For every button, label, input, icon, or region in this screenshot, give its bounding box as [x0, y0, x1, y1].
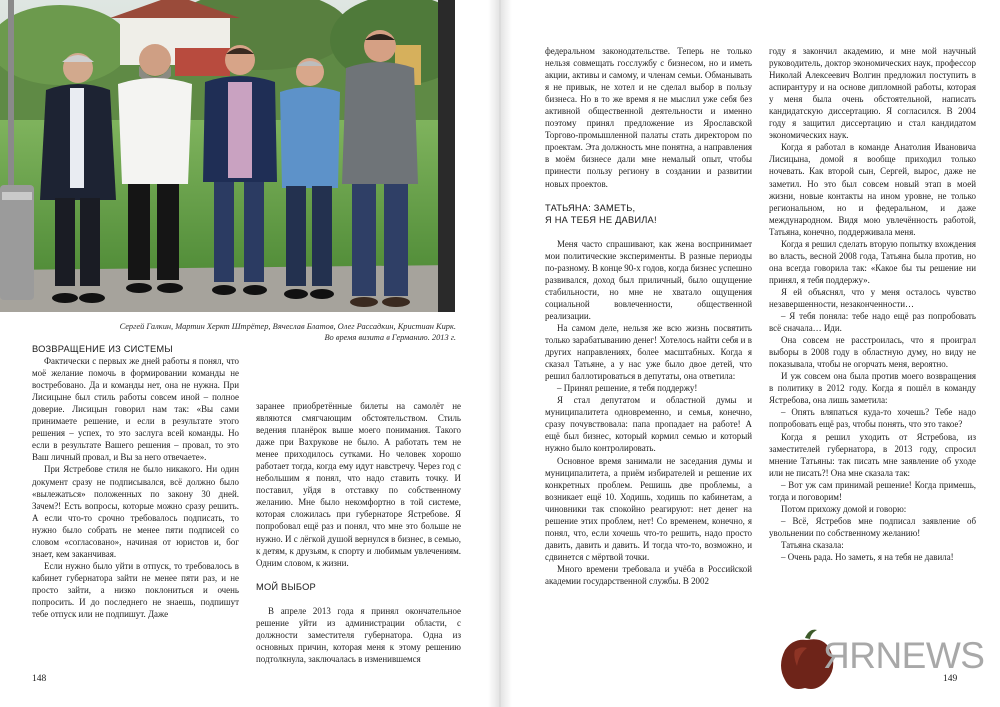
group-photo — [0, 0, 455, 312]
paragraph: Татьяна сказала: — [781, 539, 844, 550]
paragraph: На самом деле, нельзя же всю жизнь посвятить только зарабатыванию денег! Хотелось найти себя и в других направлениях, более масштабных. Когда я сказал Татьяне, а у нас уже было двое детей, что решил баллотироваться в депутаты, она ответила: — [545, 322, 752, 382]
paragraph: Потом прихожу домой и говорю: — [781, 503, 907, 514]
photo-caption — [60, 321, 456, 343]
paragraph: Когда я решил сделать вторую попытку вхождения во власть, весной 2008 года, Татьяна была против, но она всегда говорила так: «Какое бы ты решение ни принял, я тебя поддержу». — [769, 238, 976, 285]
paragraph: – Очень рада. Но заметь, я на тебя не давила! — [781, 551, 954, 562]
paragraph: – Принял решение, я тебя поддержу! — [557, 383, 698, 394]
page-number-right: 149 — [943, 674, 958, 684]
paragraph: Меня часто спрашивают, как жена воспринимает мои политические эксперименты. В разные периоды по-разному. В конце 90-х годов, когда бизнес успешно развивался, доход был приличный, было ощущение стабильности, но мне не хватало ощущения социальной вовлеченности, общественной реализации. — [545, 238, 752, 321]
section-heading: ТАТЬЯНА: ЗАМЕТЬ, — [545, 202, 636, 213]
paragraph: Она совсем не расстроилась, что я проиграл выборы в 2008 году в областную думу, но виду не показывала, чтобы не огорчать меня, вероятно. — [769, 335, 976, 370]
paragraph: Много времени требовала и учёба в Российской академии государственной службы. В 2002 — [545, 563, 752, 586]
caption-line-1: Сергей Галкин, Мартин Херкт Штрётер, Вячеслав Блатов, Олег Рассадкин, Кристиан Кирк. — [119, 322, 456, 331]
paragraph: Я ей объяснял, что у меня осталось чувство незавершенности, незаконченности… — [769, 286, 976, 309]
paragraph: заранее приобретённые билеты на самолёт не являются смягчающим обстоятельством. Стиль ведения планёрок выше моего понимания. Такого даже при Вахрукове не было. А работать тем не менее приходилось сутками. Но человек хорошо работает тогда, когда ему идут навстречу. Через год с небольшим я понял, что надо ставить точку. И поставил, уйдя в отставку по собственному желанию. Мне было некомфортно в той системе, которая сложилась при губернаторе Ястребове. Я попробовал ещё раз и понял, что мне это больше не нужно. И с лёгкой душой вернулся в бизнес, в семью, к детям, к друзьям, к спорту и любимым увлечениям. Одним словом, к жизни. — [256, 401, 461, 568]
yarnews-logo — [775, 628, 995, 690]
page-number-left: 148 — [32, 674, 47, 684]
paragraph-gap — [256, 593, 461, 605]
section-heading: МОЙ ВЫБОР — [256, 581, 316, 592]
paragraph: – Вот уж сам принимай решение! Когда примешь, тогда и поговорим! — [769, 479, 976, 502]
logo-wordmark: ЯRNEWS — [823, 635, 985, 676]
right-page — [505, 0, 1000, 707]
paragraph: И уж совсем она была против моего возвращения в политику в 2012 году. Когда я пошёл в команду Ястребова, она лишь заметила: — [769, 371, 976, 406]
section-heading: Я НА ТЕБЯ НЕ ДАВИЛА! — [545, 214, 657, 225]
left-page — [0, 0, 495, 707]
paragraph: Основное время занимали не заседания думы и муниципалитета, а приём избирателей и решение их конкретных проблем. Решишь две проблемы, а возникает ещё 10. Ходишь, ходишь по кабинетам, а чиновники так спокойно реагируют: нет денег на решение этих проблем, нет! Со временем, конечно, я понял, что, если хочешь что-то решить, надо просто давить, давить и давить. И тогда что-то, возможно, и сдвинется с мёртвой точки. — [545, 455, 752, 562]
paragraph: федеральном законодательстве. Теперь не только нельзя совмещать госслужбу с бизнесом, но и иметь акции, активы и самому, и членам семьи. Обманывать я не привык, не хотел и не сделал выбор в пользу бизнеса. Но в то же время я не мыслил уже себя без активной общественной деятельности и именно поэтому принял предложение из Ярославской Торгово-промышленной палаты стать директором по проектам. Эта должность мне понятна, а направления в моём бизнесе дали мне немалый опыт, чтобы принести пользу региону в создании и развитии новых проектов. — [545, 46, 752, 189]
left-column-2 — [256, 400, 461, 665]
paragraph: – Опять вляпаться куда-то хочешь? Тебе надо попробовать ещё раз, чтобы понять, что это такое? — [769, 407, 976, 430]
group-photo-illustration — [0, 0, 455, 312]
paragraph-gap — [545, 190, 752, 202]
paragraph: Если нужно было уйти в отпуск, то требовалось в кабинет губернатора зайти не менее пяти раз, и не просто зайти, а низко поклониться и очень попросить. И до последнего не знаешь, подпишут тебе отпуск или не подпишут. Даже — [32, 560, 239, 620]
paragraph: Фактически с первых же дней работы я понял, что моё желание помочь в формировании команды не востребовано. Да и команды нет, она не нужна. При Лисицыне был стиль работы совсем иной – полное доверие. Лисицын говорил нам так: «Вы сами принимаете решение, и если в результате этого решения – успех, то это заслуга всей команды. Но если в результате Вашего решения – провал, то это Ваш личный провал, и Вы за него отвечаете». — [32, 356, 239, 463]
paragraph: году я закончил академию, и мне мой научный руководитель, доктор экономических наук, профессор Николай Алексеевич Волгин предложил поступить в аспирантуру и на основе дипломной работы, которая у меня была очень обстоятельной, написать кандидатскую диссертацию. Я согласился. В 2004 году я защитил диссертацию и стал кандидатом экономических наук. — [769, 46, 976, 141]
paragraph: В апреле 2013 года я принял окончательное решение уйти из администрации области, с должности заместителя губернатора. Одна из основных причин, которая меня к этому решению подтолкнула, заключалась в изменившемся — [256, 605, 461, 664]
paragraph: Когда я работал в команде Анатолия Ивановича Лисицына, домой я вообще приходил только ночевать. Как второй сын, Сергей, вырос, даже не заметил. Но это был совсем новый этап в моей жизни, новые контакты на ином уровне, не только региональном, но и федеральном, и даже международном. Видя мою увлечённость работой, Татьяна, конечно, поддерживала меня. — [769, 142, 976, 237]
paragraph: Когда я решил уходить от Ястребова, из заместителей губернатора, в 2013 году, спросил мнение Татьяны: так писать мне заявление об уходе или не писать?! Она мне сказала так: — [769, 431, 976, 478]
paragraph: Я стал депутатом и областной думы и муниципалитета одновременно, и семья, конечно, сразу почувствовала: папа пропадает на работе! А ещё был бизнес, который кормил семью и который нужно было контролировать. — [545, 395, 752, 454]
paragraph: – Всё, Ястребов мне подписал заявление об увольнении по собственному желанию! — [769, 515, 976, 538]
right-column-2 — [769, 45, 976, 563]
caption-line-2: Во время визита в Германию. 2013 г. — [324, 333, 456, 342]
right-column-1 — [545, 45, 752, 587]
paragraph-gap — [256, 569, 461, 581]
paragraph: При Ястребове стиля не было никакого. Ни один документ сразу не подписывался, всё должно было «вылежаться» положенных по закону 30 дней. Зачем?! Есть вопросы, которые можно сразу решить. А если что-то срочно требовалось подписать, то нужно было собрать не менее пяти подписей со словом «согласовано», начиная от юристов и, бог знает, кем заканчивая. — [32, 464, 239, 559]
paragraph: – Я тебя поняла: тебе надо ещё раз попробовать всё сначала… Иди. — [769, 311, 976, 334]
left-column-1 — [32, 343, 239, 620]
paragraph-gap — [545, 226, 752, 238]
section-heading: ВОЗВРАЩЕНИЕ ИЗ СИСТЕМЫ — [32, 344, 173, 354]
